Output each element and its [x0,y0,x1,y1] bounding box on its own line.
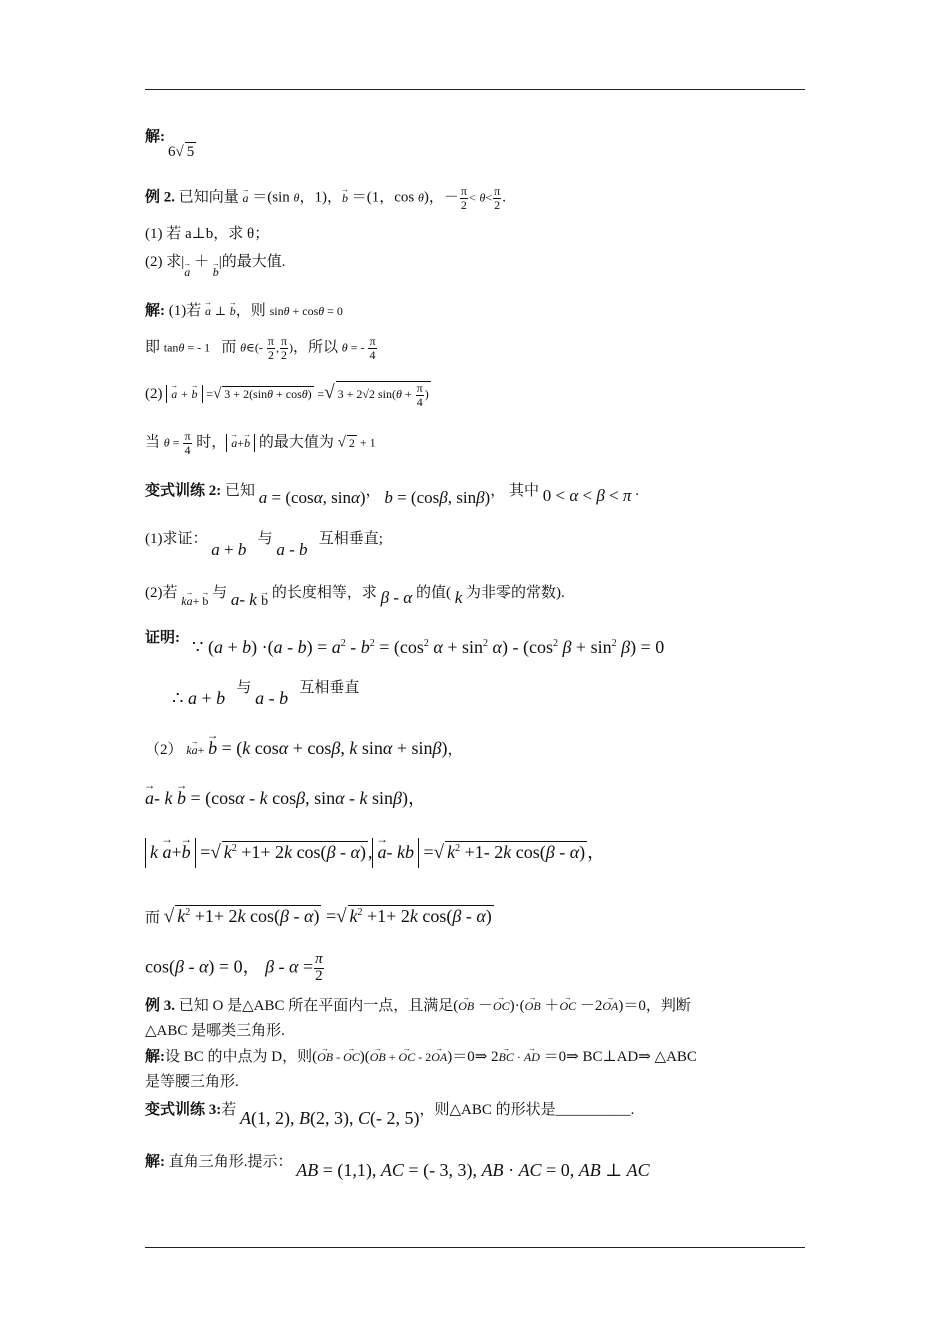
proof-line-1: ∵ $(a + b) \cdot(a - b) = a^2 - b^2 = (\cos^2$ $\alpha + \sin^2 \alpha) - (\cos^2$ $\beta + \sin^2 \beta) = 0$ [192,637,665,657]
solution-3-line-2: 是等腰三角形. [145,1074,239,1090]
proof-line-4: → a- k → b = (cosα - k cosβ, sinα - k sinβ)， [145,788,426,810]
proof-label-line [145,629,180,647]
solution-3-line-1: 解:设 BC 的中点为 D，则(→ OB - → OC)(→ OB + → OC - 2→ OA)＝0⇒ 2→ BC · → AD ＝0⇒ BC⊥AD⇒ △ABC [145,1048,697,1066]
solution-2-line-4: 当 θ = $\frac{\pi}{4}$ 时，→ a+→ b 的最大值为 √ 2 + 1 [145,430,376,456]
proof-line-3: （2） k→ a+ → b = (k cosα + cosβ, k sinα + sinβ)， [145,738,462,760]
solution-1-answer: 6√ 5 [168,144,195,160]
variation-3-statement: 变式训练 3:若 A(1, 2), B(2, 3), C(- 2, 5)，则△ABC 的形状是__________. [145,1102,635,1128]
variation-2-statement: 变式训练 2: 已知 a = (cosα, sinα)， b = (cosβ, sinβ)， 其中 0 < α < β < π . [145,483,639,507]
example-2-question-1: (1) 若 a⊥b，求 θ； [145,226,270,242]
solution-2-line-1: 解: (1)若 → a ⊥ → b，则 sinθ + cosθ = 0 [145,302,343,320]
example-3-label: 例 3. [145,998,176,1014]
solution-4-line: 解: 直角三角形.提示： AB = (1,1), AC = (- 3, 3), AB · AC = 0, AB ⊥ AC [145,1154,650,1180]
solution-label: 解: [145,129,165,145]
proof-label: 证明: [145,630,180,646]
variation-2-question-2: (2)若 $_{k\to a+ \to b}$ 与 a- k → b 的长度相等，求 β - α 的值( k 为非零的常数). [145,582,565,603]
example-2-label: 例 2. [145,189,176,206]
header-rule [145,89,805,90]
variation-3-label: 变式训练 3: [145,1102,222,1118]
example-2-question-2: (2) 求|→ a ＋ → b|的最大值. [145,253,286,271]
proof-line-2: ∴ a + b 与 a - b 互相垂直 [172,680,360,708]
variation-2-question-1: (1)求证： a + b 与 a - b 互相垂直; [145,531,383,559]
solution-2-line-2: 即 tanθ = - 1 而 θ∈(- $\frac{\pi}{2}$ , $\frac{\pi}{2}$ )，所以 θ = - $\frac{\pi}{4}$ [145,334,376,362]
solution-4-label: 解: [145,1154,165,1170]
solution-1 [145,128,165,146]
solution-2-line-3: (2) → a + → b =√ 3 + 2(sinθ + cosθ) =√ 3 + 2√2 sin(θ + $\frac{\pi}{4}$ ) [145,381,431,408]
example-3-line-2: △ABC 是哪类三角形. [145,1023,285,1039]
solution-2-label: 解: [145,303,165,319]
variation-2-label: 变式训练 2: [145,483,222,499]
example-2-statement: 例 2. 已知向量 → a ＝(sin θ，1)，→ b ＝(1，cos θ)，－ $\frac{\pi}{2}$ < θ< $\frac{\pi}{2}$ . [145,185,506,211]
proof-line-5: k → a+→ b =√ $k^2 +1+ 2k$ cos(β - α) ,→ a- kb =√ $k^2 +1-$ 2k cos(β - α) ， [145,838,605,868]
example-3-line-1: 例 3. 已知 O 是△ABC 所在平面内一点，且满足(→ OB －→ OC)·(→ OB ＋→ OC －2→ OA)＝0，判断 [145,997,691,1015]
proof-line-7: cos(β - α) = 0， β - α = $\frac{\pi}{2}$ [145,951,323,984]
proof-line-6: 而 √ $k^2 +1+ 2k$ cos(β - α) =√ $k^2 +1+ 2k$ cos(β - α) [145,906,492,927]
solution-3-label: 解: [145,1049,165,1065]
footer-rule [145,1247,805,1248]
